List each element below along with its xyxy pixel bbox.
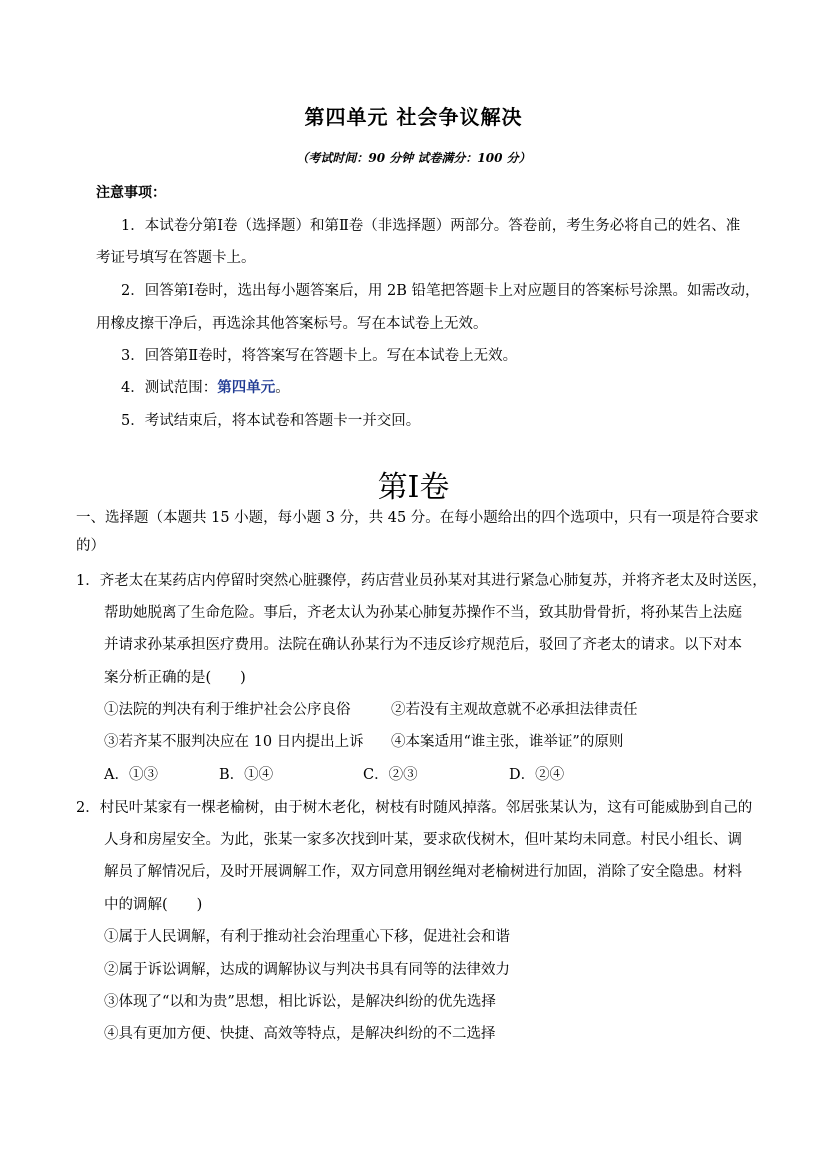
notice-2-line-2: 用橡皮擦干净后，再选涂其他答案标号。写在本试卷上无效。 bbox=[96, 316, 488, 332]
q2-statement-2: ②属于诉讼调解，达成的调解协议与判决书具有同等的法律效力 bbox=[104, 962, 510, 978]
q2-stem-line-1: 2．村民叶某家有一棵老榆树，由于树木老化，树枝有时随风掉落。邻居张某认为，这有可能威胁到自己的 bbox=[76, 800, 753, 816]
q2-stem-line-3: 解员了解情况后，及时开展调解工作，双方同意用钢丝绳对老榆树进行加固，消除了安全隐患。材料 bbox=[104, 864, 742, 880]
notice-4-prefix: 4．测试范围： bbox=[121, 380, 218, 396]
part1-instruction-line-1: 一、选择题（本题共 15 小题，每小题 3 分，共 45 分。在每小题给出的四个选项中，只有一项是符合要求 bbox=[76, 510, 759, 526]
notice-1-line-1: 1．本试卷分第Ⅰ卷（选择题）和第Ⅱ卷（非选择题）两部分。答卷前，考生务必将自己的姓名、准 bbox=[121, 218, 741, 234]
q1-statement-1: ①法院的判决有利于维护社会公序良俗 bbox=[104, 702, 351, 718]
notice-4 bbox=[121, 376, 290, 397]
notice-5: 5．考试结束后，将本试卷和答题卡一并交回。 bbox=[121, 413, 421, 429]
q2-statement-4: ④具有更加方便、快捷、高效等特点，是解决纠纷的不二选择 bbox=[104, 1026, 496, 1042]
part1-instruction-line-2: 的） bbox=[76, 538, 105, 554]
notice-3: 3．回答第Ⅱ卷时，将答案写在答题卡上。写在本试卷上无效。 bbox=[121, 348, 518, 364]
document-title: 第四单元 社会争议解决 bbox=[304, 105, 523, 129]
q2-statement-1: ①属于人民调解，有利于推动社会治理重心下移，促进社会和谐 bbox=[104, 929, 510, 945]
q1-option-d: D．②④ bbox=[509, 767, 565, 783]
test-scope-highlight: 第四单元 bbox=[217, 379, 276, 396]
q1-stem-line-3: 并请求孙某承担医疗费用。法院在确认孙某行为不违反诊疗规范后，驳回了齐老太的请求。以下对本 bbox=[104, 637, 742, 653]
q1-option-a: A．①③ bbox=[104, 767, 158, 783]
notice-1-line-2: 考证号填写在答题卡上。 bbox=[96, 250, 256, 266]
notice-4-suffix: 。 bbox=[275, 380, 290, 396]
q1-option-c: C．②③ bbox=[363, 767, 418, 783]
q1-statement-2: ②若没有主观故意就不必承担法律责任 bbox=[391, 702, 638, 718]
q1-statement-3: ③若齐某不服判决应在 10 日内提出上诉 bbox=[104, 734, 364, 750]
section-heading: 第I卷 bbox=[377, 470, 450, 505]
q1-stem-line-2: 帮助她脱离了生命危险。事后，齐老太认为孙某心肺复苏操作不当，致其肋骨骨折，将孙某告上法庭 bbox=[104, 605, 742, 621]
q2-stem-line-2: 人身和房屋安全。为此，张某一家多次找到叶某，要求砍伐树木，但叶某均未同意。村民小组长、调 bbox=[104, 832, 742, 848]
q1-statement-4: ④本案适用“谁主张，谁举证”的原则 bbox=[391, 734, 624, 750]
q2-statement-3: ③体现了“以和为贵”思想，相比诉讼，是解决纠纷的优先选择 bbox=[104, 994, 496, 1010]
notice-heading: 注意事项： bbox=[96, 185, 166, 201]
q2-stem-line-4: 中的调解( ) bbox=[104, 897, 203, 913]
notice-2-line-1: 2．回答第Ⅰ卷时，选出每小题答案后，用 2B 铅笔把答题卡上对应题目的答案标号涂黑。如需改动， bbox=[121, 283, 760, 299]
exam-info: （考试时间：90 分钟 试卷满分：100 分） bbox=[296, 151, 531, 165]
q1-option-b: B．①④ bbox=[219, 767, 274, 783]
q1-stem-line-1: 1．齐老太在某药店内停留时突然心脏骤停，药店营业员孙某对其进行紧急心肺复苏，并将齐老太及时送医， bbox=[76, 573, 767, 589]
q1-stem-line-4: 案分析正确的是( ) bbox=[104, 670, 246, 686]
